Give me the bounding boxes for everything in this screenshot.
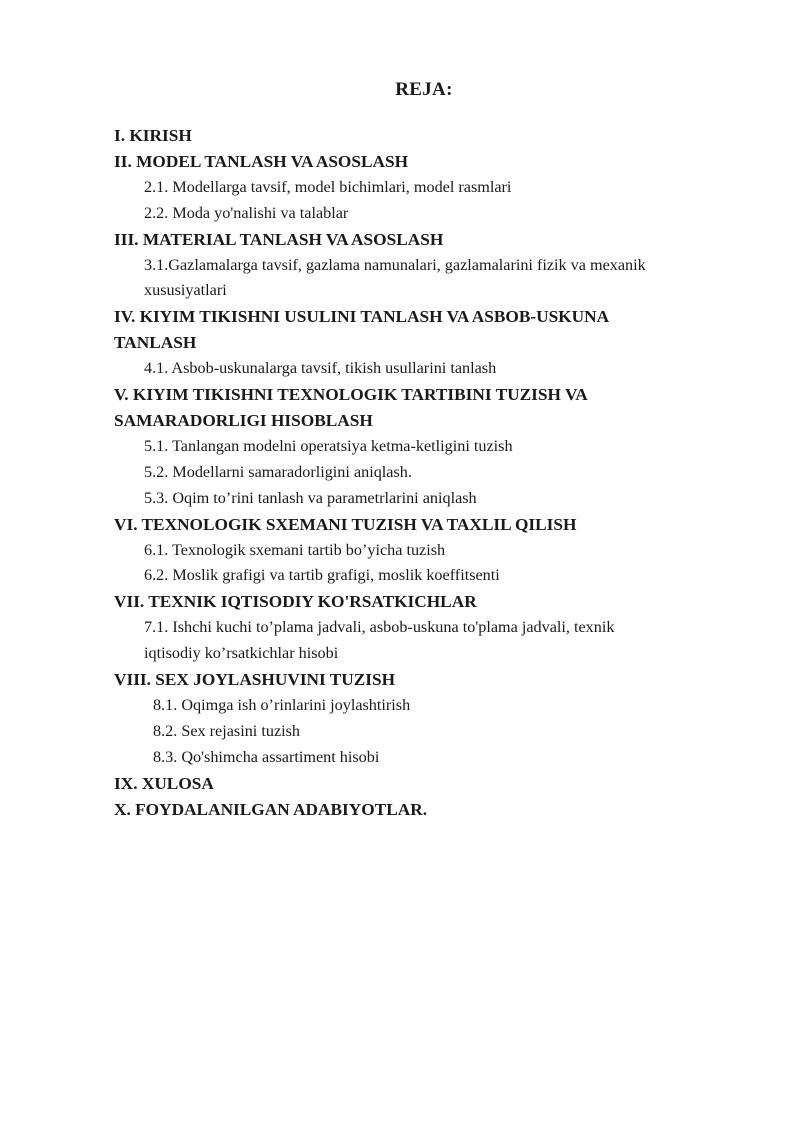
toc-section-4: IV. KIYIM TIKISHNI USULINI TANLASH VA ASBOB-USKUNA	[114, 307, 610, 327]
toc-subsection-5-1: 5.1. Tanlangan modelni operatsiya ketma-ketligini tuzish	[144, 436, 513, 455]
toc-section-5-cont: SAMARADORLIGI HISOBLASH	[114, 410, 373, 430]
toc-section-1: I. KIRISH	[114, 126, 192, 145]
toc-section-9: IX. XULOSA	[114, 773, 214, 793]
toc-section-6: VI. TEXNOLOGIK SXEMANI TUZISH VA TAXLIL QILISH	[114, 514, 577, 534]
toc-subsection-2-2: 2.2. Moda yo'nalishi va talablar	[144, 203, 349, 222]
toc-section-2: II. MODEL TANLASH VA ASOSLASH	[114, 151, 409, 171]
toc-subsection-3-1-cont: xususiyatlari	[144, 281, 227, 300]
toc-section-3: III. MATERIAL TANLASH VA ASOSLASH	[114, 229, 444, 249]
toc-section-10: X. FOYDALANILGAN ADABIYOTLAR.	[114, 799, 428, 819]
table-of-contents	[114, 123, 754, 822]
toc-subsection-4-1: 4.1. Asbob-uskunalarga tavsif, tikish usullarini tanlash	[144, 359, 497, 378]
toc-subsection-5-2: 5.2. Modellarni samaradorligini aniqlash.	[144, 462, 412, 481]
toc-subsection-5-3: 5.3. Oqim to’rini tanlash va parametrlarini aniqlash	[144, 488, 477, 507]
toc-subsection-3-1: 3.1.Gazlamalarga tavsif, gazlama namunalari, gazlamalarini fizik va mexanik	[144, 255, 646, 274]
toc-subsection-2-1: 2.1. Modellarga tavsif, model bichimlari, model rasmlari	[144, 177, 512, 196]
toc-subsection-7-1-cont: iqtisodiy ko’rsatkichlar hisobi	[144, 644, 339, 663]
toc-subsection-8-2: 8.2. Sex rejasini tuzish	[153, 721, 301, 740]
toc-section-8: VIII. SEX JOYLASHUVINI TUZISH	[114, 670, 396, 690]
toc-section-5: V. KIYIM TIKISHNI TEXNOLOGIK TARTIBINI TUZISH VA	[114, 385, 588, 405]
toc-subsection-8-3: 8.3. Qo'shimcha assartiment hisobi	[153, 747, 380, 766]
toc-section-7: VII. TEXNIK IQTISODIY KO'RSATKICHLAR	[114, 592, 477, 612]
toc-subsection-7-1: 7.1. Ishchi kuchi to’plama jadvali, asbob-uskuna to'plama jadvali, texnik	[144, 618, 615, 637]
page-title: REJA:	[395, 79, 453, 100]
toc-subsection-6-2: 6.2. Moslik grafigi va tartib grafigi, moslik koeffitsenti	[144, 566, 500, 585]
toc-subsection-6-1: 6.1. Texnologik sxemani tartib bo’yicha tuzish	[144, 540, 446, 559]
toc-section-4-cont: TANLASH	[114, 333, 197, 353]
toc-subsection-8-1: 8.1. Oqimga ish o’rinlarini joylashtirish	[153, 695, 411, 714]
